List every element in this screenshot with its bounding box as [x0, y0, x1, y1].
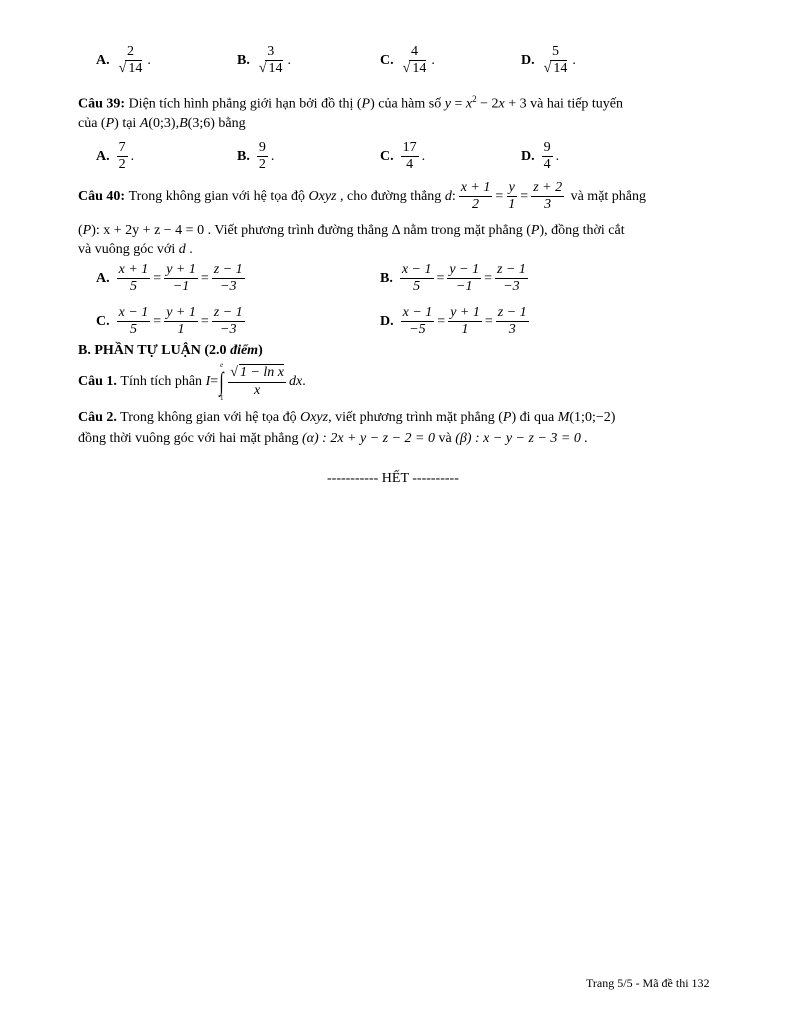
q40-option-a: A. $\frac{x + 1}{5}$ = $\frac{y + 1}{-1}$ = $\frac{z - 1}{-3}$ [96, 262, 243, 295]
q39-option-a: A. $\frac{7}{2}$ . [96, 140, 135, 173]
q38-option-d: D. $\frac{5}{√ 14}$ . [521, 44, 576, 77]
c1-line: Câu 1. Tính tích phân I = e ∫ 1 $\frac{\text{√ 1 − ln x}}{x}$ dx . [78, 361, 306, 402]
page-footer: Trang 5/5 - Mã đề thi 132 [586, 976, 710, 990]
end-mark: ----------- HẾT ---------- [327, 471, 459, 486]
q40-option-c: C. $\frac{x - 1}{5}$ = $\frac{y + 1}{1}$ = $\frac{z - 1}{-3}$ [96, 305, 243, 338]
q38-option-c: C. $\frac{4}{√ 14}$ . [380, 44, 435, 77]
q39-line2: của (P) tại A(0;3),B(3;6) bằng [78, 116, 246, 131]
q39-option-c: C. $\frac{17}{4}$ . [380, 140, 426, 173]
q40-option-d: D. $\frac{x - 1}{-5}$ = $\frac{y + 1}{1}$ = $\frac{z - 1}{3}$ [380, 305, 527, 338]
q40-line2: (P): x + 2y + z − 4 = 0 . Viết phương trình đường thẳng Δ nằm trong mặt phẳng (P), đồng thời cắt [78, 223, 625, 238]
integral-sign: e ∫ 1 [219, 361, 224, 402]
q39-option-d: D. $\frac{9}{4}$ . [521, 140, 560, 173]
q38-option-b: B. $\frac{3}{√ 14}$ . [237, 44, 292, 77]
c2-line2: đồng thời vuông góc với hai mặt phẳng (α) : 2x + y − z − 2 = 0 và (β) : x − y − z − 3 = 0 . [78, 431, 588, 446]
q40-line1: Câu 40: Trong không gian với hệ tọa độ Oxyz , cho đường thẳng d : $\frac{x + 1}{2}$ = $\frac{y}{1}$ = $\frac{z + 2}{3}$ và mặt phẳng [78, 180, 647, 213]
part-b-title: B. PHẦN TỰ LUẬN (2.0 điểm) [78, 343, 263, 358]
q39-option-b: B. $\frac{9}{2}$ . [237, 140, 275, 173]
q40-line3: và vuông góc với d . [78, 242, 193, 257]
q40-option-b: B. $\frac{x - 1}{5}$ = $\frac{y - 1}{-1}$ = $\frac{z - 1}{-3}$ [380, 262, 526, 295]
q39-line1: Câu 39: Diện tích hình phẳng giới hạn bởi đồ thị (P) của hàm số $y = x^2 - 2x + 3$ và hai tiếp tuyến [78, 94, 624, 112]
q38-option-a: A. $\frac{2}{√ 14}$ . [96, 44, 151, 77]
c2-line1: Câu 2. Trong không gian với hệ tọa độ Oxyz, viết phương trình mặt phẳng (P) đi qua M(1;0;−2) [78, 410, 616, 425]
